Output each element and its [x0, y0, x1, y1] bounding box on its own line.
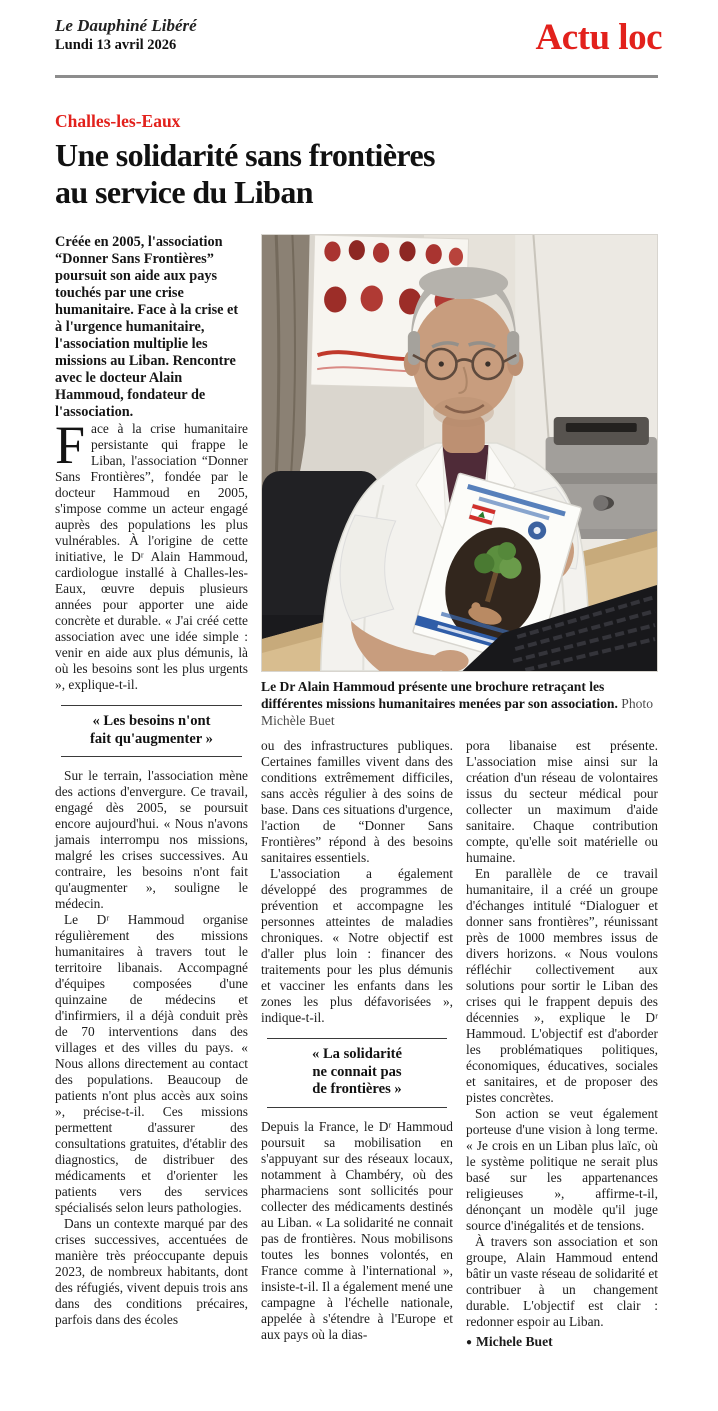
- paragraph: Sur le terrain, l'association mène des actions d'envergure. Ce travail, engagé dès 2005, se poursuit encore aujourd'hui. « Nous n'avons jamais interrompu nos missions, malgré les crises successives. Au contraire, les besoins n'ont fait qu'augmenter », souligne le médecin.: [55, 768, 248, 911]
- headline-line-2: au service du Liban: [55, 174, 313, 210]
- photo-caption: [261, 678, 658, 729]
- photo-credit: Photo Michèle Buet: [261, 696, 653, 728]
- paragraph: À travers son association et son groupe, Alain Hammoud entend bâtir un vaste réseau de solidarité et contribuer à un changement durable. L'objectif est clair : redonner espoir au Liban.: [466, 1234, 658, 1329]
- byline-name: Michele Buet: [476, 1334, 553, 1349]
- issue-date: Lundi 13 avril 2026: [55, 37, 177, 53]
- newspaper-name: Le Dauphiné Libéré: [55, 16, 197, 35]
- byline: [466, 1334, 658, 1351]
- page-header: [55, 16, 662, 70]
- lower-columns: [261, 738, 658, 1351]
- pull-quote-2: « La solidarité ne connait pas de frontières »: [267, 1038, 448, 1108]
- column-1: [55, 234, 248, 1351]
- paragraph: L'association a également développé des programmes de prévention et accompagne les personnes atteintes de maladies chroniques. « Notre objectif est d'aller plus loin : financer des traitements pour les plus démunis et vacciner les enfants dans les zones les plus défavorisées », indique-t-il.: [261, 866, 453, 1025]
- article-photo: [261, 234, 658, 672]
- column-2: [261, 738, 453, 1351]
- right-zone: [261, 234, 658, 1351]
- lead-paragraph: Créée en 2005, l'association “Donner Sans Frontières” poursuit son aide aux pays touchés par une crise humanitaire. Face à la crise et à l'urgence humanitaire, l'association multiplie les missions au Liban. Rencontre avec le docteur Alain Hammoud, fondateur de l'association.: [55, 234, 239, 420]
- article-kicker: Challes-les-Eaux: [55, 111, 181, 131]
- paragraph: En parallèle de ce travail humanitaire, il a créé un groupe d'échanges intitulé “Dialoguer et donner sans frontières”, réunissant près de 1000 membres issus de divers horizons. « Nous voulons réfléchir collectivement aux solutions pour sortir le Liban des crises qui le frappent depuis des décennies », explique le Dʳ Hammoud. L'objectif est d'aborder les problématiques politiques, économiques, éducatives, sociales et sanitaires, et de proposer des pistes concrètes.: [466, 866, 658, 1105]
- paragraph: Le Dʳ Hammoud organise régulièrement des missions humanitaires à travers tout le territoire libanais. Accompagné d'équipes composées d'une quinzaine de médecins et d'infirmiers, il a déjà conduit près de 70 interventions dans des villages et des villes du pays. « Nous allons directement au contact des populations. Beaucoup de patients n'ont plus accès aux soins », précise-t-il. Ces missions permettent d'assurer des consultations gratuites, d'établir des diagnostics, de distribuer des médicaments et d'orienter les patients vers des services spécialisés selon leurs pathologies.: [55, 912, 248, 1215]
- paragraph: Face à la crise humanitaire persistante qui frappe le Liban, l'association “Donner Sans Frontières”, fondée par le docteur Hammoud en 2005, s'impose comme un acteur engagé auprès des populations les plus vulnérables. À l'origine de cette initiative, le Dʳ Alain Hammoud, cardiologue installé à Challes-les-Eaux, œuvre depuis plusieurs années pour apporter une aide concrète et durable. « J'ai créé cette association avec une idée simple : venir en aide aux plus démunis, là où les besoins sont les plus urgents », explique-t-il.: [55, 415, 248, 692]
- header-rule: [55, 75, 658, 78]
- paragraph: Son action se veut également porteuse d'une vision à long terme. « Je crois en un Liban plus laïc, où le système politique ne serait plus basé sur les appartenances religieuses », affirme-t-il, dénonçant un modèle qu'il juge source d'inégalités et de tensions.: [466, 1106, 658, 1233]
- headline-line-1: Une solidarité sans frontières: [55, 137, 435, 173]
- article-body: [55, 234, 658, 1351]
- pull-quote-1: « Les besoins n'ont fait qu'augmenter »: [61, 705, 243, 757]
- section-label: Actu loc: [535, 17, 662, 58]
- byline-bullet-icon: ●: [466, 1337, 473, 1348]
- paragraph: pora libanaise est présente. L'association mise ainsi sur la création d'un réseau de volontaires issus du secteur médical pour collecter un maximum d'aide sanitaire. Chaque contribution compte, qu'elle soit matérielle ou humaine.: [466, 738, 658, 865]
- paragraph: ou des infrastructures publiques. Certaines familles vivent dans des conditions extrêmement difficiles, sans accès régulier à des soins de base. Dans ces situations d'urgence, l'action de “Donner Sans Frontières” répond à des besoins sanitaires essentiels.: [261, 738, 453, 865]
- article-headline: [55, 137, 658, 211]
- paragraph: Depuis la France, le Dʳ Hammoud poursuit sa mobilisation en s'appuyant sur des réseaux locaux, notamment à Chambéry, où des pharmaciens sont sollicités pour collecter des médicaments destinés au Liban. « La solidarité ne connait pas de frontières. Nous mobilisons toutes les bonnes volontés, en France comme à l'international », insiste-t-il. Il a également mené une campagne à l'échelle nationale, appelée à s'étendre à l'Europe et aux pays où la dias-: [261, 1118, 453, 1342]
- paragraph: Dans un contexte marqué par des crises successives, accentuées de manière très préoccupante depuis 2023, de nombreux habitants, dont des réfugiés, vivent depuis trois ans dans des conditions précaires, parfois dans des écoles: [55, 1216, 248, 1327]
- column-3: [466, 738, 658, 1351]
- drop-cap: F: [55, 415, 86, 475]
- caption-text: Le Dr Alain Hammoud présente une brochure retraçant les différentes missions humanitaires menées par son association.: [261, 679, 618, 711]
